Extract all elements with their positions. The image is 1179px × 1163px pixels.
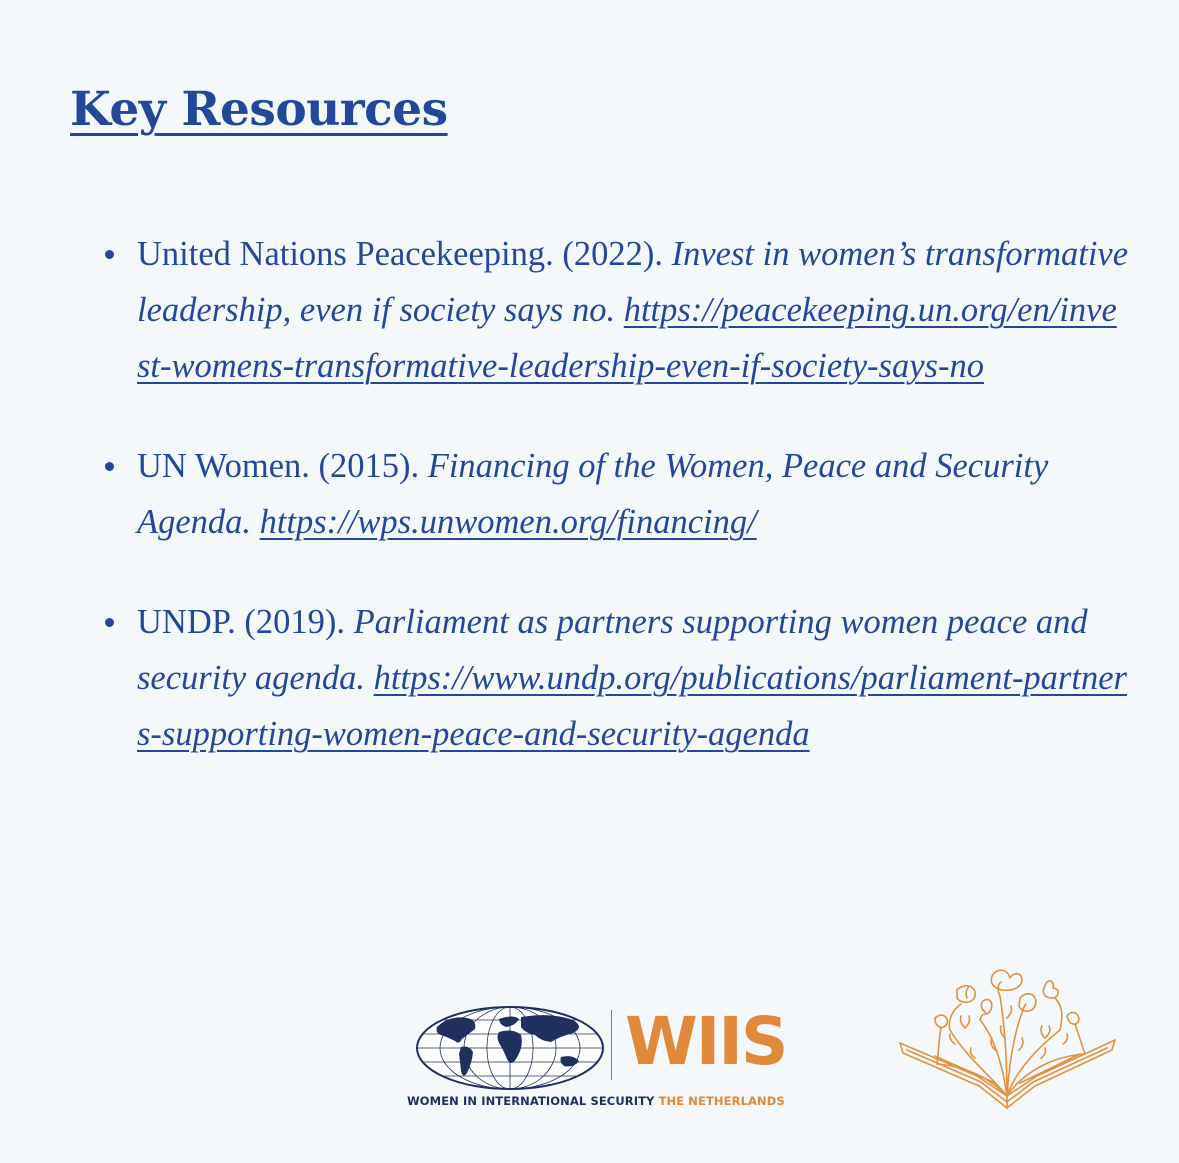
- page-title: Key Resources: [70, 82, 448, 137]
- resource-citation: UNDP. (2019).: [137, 603, 354, 641]
- resource-item: [100, 594, 1130, 762]
- bullet-icon: [105, 618, 114, 627]
- tagline-accent: THE NETHERLANDS: [658, 1094, 785, 1108]
- resource-title: Financing of the Women, Peace and Security Agenda.: [137, 447, 1049, 541]
- logo-tagline: [407, 1094, 785, 1108]
- resource-citation: United Nations Peacekeeping. (2022).: [137, 235, 672, 273]
- bullet-icon: [105, 250, 114, 259]
- resource-item: [100, 438, 1130, 550]
- wiis-wordmark: WIIS: [625, 1003, 787, 1080]
- open-book-flowers-icon: [895, 958, 1120, 1118]
- resource-link[interactable]: https://www.undp.org/publications/parliament-partners-supporting-women-peace-and-security-agenda: [137, 659, 1127, 753]
- resource-citation: UN Women. (2015).: [137, 447, 428, 485]
- globe-icon: [415, 1005, 605, 1091]
- logo-divider: [611, 1010, 612, 1080]
- resource-title: Parliament as partners supporting women peace and security agenda.: [137, 603, 1088, 697]
- wiis-logo: [407, 1000, 787, 1120]
- resource-title: Invest in women’s transformative leadership, even if society says no.: [137, 235, 1129, 329]
- resource-list: [100, 226, 1130, 762]
- bullet-icon: [105, 462, 114, 471]
- tagline-main: WOMEN IN INTERNATIONAL SECURITY: [407, 1094, 655, 1108]
- resource-link[interactable]: https://peacekeeping.un.org/en/invest-womens-transformative-leadership-even-if-society-says-no: [137, 291, 1117, 385]
- resource-link[interactable]: https://wps.unwomen.org/financing/: [259, 503, 757, 541]
- resource-item: [100, 226, 1130, 394]
